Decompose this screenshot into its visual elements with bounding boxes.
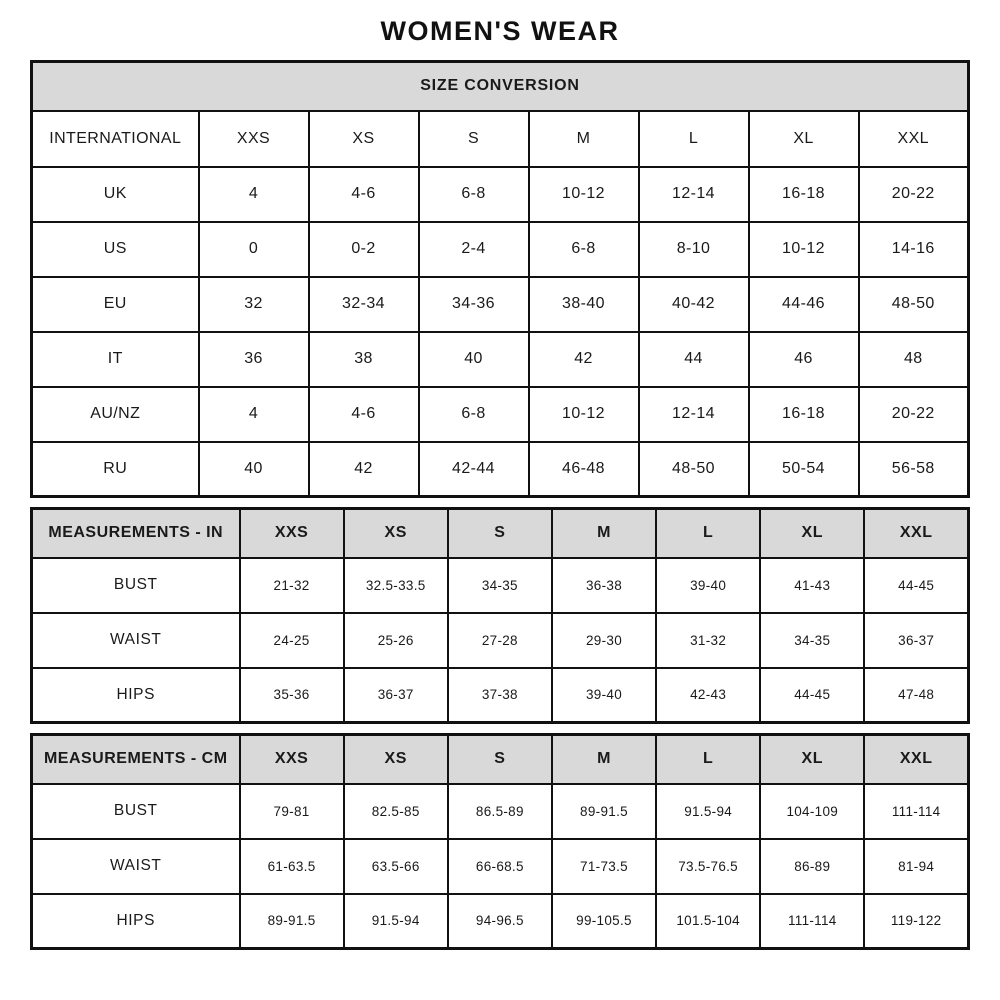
- value-cell: 56-58: [859, 442, 969, 497]
- value-cell: 0-2: [309, 222, 419, 277]
- value-cell: 47-48: [864, 668, 968, 723]
- column-header-s: S: [448, 509, 552, 558]
- table-row: [32, 332, 969, 387]
- value-cell: 44-45: [864, 558, 968, 613]
- value-cell: 21-32: [240, 558, 344, 613]
- value-cell: 34-35: [448, 558, 552, 613]
- value-cell: 44: [639, 332, 749, 387]
- value-cell: 6-8: [419, 167, 529, 222]
- value-cell: 37-38: [448, 668, 552, 723]
- column-header-l: L: [639, 111, 749, 167]
- row-label: UK: [32, 167, 199, 222]
- table-row: [32, 894, 969, 949]
- value-cell: 89-91.5: [552, 784, 656, 839]
- value-cell: 12-14: [639, 167, 749, 222]
- value-cell: 41-43: [760, 558, 864, 613]
- value-cell: 6-8: [529, 222, 639, 277]
- value-cell: 82.5-85: [344, 784, 448, 839]
- value-cell: 79-81: [240, 784, 344, 839]
- value-cell: 50-54: [749, 442, 859, 497]
- table-row: [32, 387, 969, 442]
- column-header-xxl: XXL: [864, 509, 968, 558]
- value-cell: 40: [419, 332, 529, 387]
- value-cell: 16-18: [749, 387, 859, 442]
- value-cell: 86.5-89: [448, 784, 552, 839]
- value-cell: 94-96.5: [448, 894, 552, 949]
- value-cell: 29-30: [552, 613, 656, 668]
- row-label: HIPS: [32, 668, 240, 723]
- value-cell: 42: [309, 442, 419, 497]
- value-cell: 111-114: [864, 784, 968, 839]
- value-cell: 61-63.5: [240, 839, 344, 894]
- column-header-s: S: [419, 111, 529, 167]
- page-title: WOMEN'S WEAR: [380, 16, 620, 46]
- column-header-xl: XL: [760, 735, 864, 784]
- value-cell: 10-12: [529, 167, 639, 222]
- value-cell: 14-16: [859, 222, 969, 277]
- column-header-l: L: [656, 509, 760, 558]
- value-cell: 63.5-66: [344, 839, 448, 894]
- row-label: IT: [32, 332, 199, 387]
- measurements-in-table: [30, 507, 970, 724]
- value-cell: 46-48: [529, 442, 639, 497]
- column-header-l: L: [656, 735, 760, 784]
- column-header-xs: XS: [309, 111, 419, 167]
- table-row: [32, 784, 969, 839]
- value-cell: 6-8: [419, 387, 529, 442]
- table-row: [32, 613, 969, 668]
- value-cell: 20-22: [859, 387, 969, 442]
- value-cell: 42-43: [656, 668, 760, 723]
- row-label: BUST: [32, 558, 240, 613]
- column-header-m: M: [529, 111, 639, 167]
- column-header-s: S: [448, 735, 552, 784]
- value-cell: 36-38: [552, 558, 656, 613]
- size-conversion-title: SIZE CONVERSION: [32, 62, 969, 111]
- value-cell: 10-12: [529, 387, 639, 442]
- value-cell: 44-46: [749, 277, 859, 332]
- column-header-xs: XS: [344, 509, 448, 558]
- value-cell: 39-40: [552, 668, 656, 723]
- value-cell: 40-42: [639, 277, 749, 332]
- column-header-xxs: XXS: [199, 111, 309, 167]
- row-label: BUST: [32, 784, 240, 839]
- value-cell: 42: [529, 332, 639, 387]
- value-cell: 0: [199, 222, 309, 277]
- value-cell: 4-6: [309, 387, 419, 442]
- value-cell: 12-14: [639, 387, 749, 442]
- value-cell: 34-35: [760, 613, 864, 668]
- value-cell: 4-6: [309, 167, 419, 222]
- table-row: [32, 839, 969, 894]
- column-header-xl: XL: [760, 509, 864, 558]
- value-cell: 44-45: [760, 668, 864, 723]
- value-cell: 73.5-76.5: [656, 839, 760, 894]
- value-cell: 91.5-94: [656, 784, 760, 839]
- table-row: [32, 558, 969, 613]
- row-label: WAIST: [32, 613, 240, 668]
- measurements-cm-title: MEASUREMENTS - CM: [32, 735, 240, 784]
- row-label: WAIST: [32, 839, 240, 894]
- value-cell: 2-4: [419, 222, 529, 277]
- value-cell: 89-91.5: [240, 894, 344, 949]
- value-cell: 25-26: [344, 613, 448, 668]
- value-cell: 39-40: [656, 558, 760, 613]
- row-label: HIPS: [32, 894, 240, 949]
- value-cell: 36: [199, 332, 309, 387]
- value-cell: 31-32: [656, 613, 760, 668]
- value-cell: 46: [749, 332, 859, 387]
- table-row: [32, 222, 969, 277]
- value-cell: 8-10: [639, 222, 749, 277]
- value-cell: 32-34: [309, 277, 419, 332]
- value-cell: 111-114: [760, 894, 864, 949]
- table-row: [32, 668, 969, 723]
- value-cell: 99-105.5: [552, 894, 656, 949]
- table-row: [32, 277, 969, 332]
- value-cell: 36-37: [344, 668, 448, 723]
- value-cell: 119-122: [864, 894, 968, 949]
- value-cell: 48: [859, 332, 969, 387]
- measurements-in-title: MEASUREMENTS - IN: [32, 509, 240, 558]
- value-cell: 4: [199, 387, 309, 442]
- column-header-xxl: XXL: [864, 735, 968, 784]
- value-cell: 86-89: [760, 839, 864, 894]
- column-header-m: M: [552, 735, 656, 784]
- value-cell: 34-36: [419, 277, 529, 332]
- value-cell: 4: [199, 167, 309, 222]
- value-cell: 48-50: [859, 277, 969, 332]
- value-cell: 101.5-104: [656, 894, 760, 949]
- row-label: AU/NZ: [32, 387, 199, 442]
- column-header-xxs: XXS: [240, 735, 344, 784]
- column-header-xxl: XXL: [859, 111, 969, 167]
- size-conversion-header-row: [32, 111, 969, 167]
- table-row: [32, 442, 969, 497]
- measurements-in-header-row: [32, 509, 969, 558]
- value-cell: 40: [199, 442, 309, 497]
- column-header-xl: XL: [749, 111, 859, 167]
- value-cell: 71-73.5: [552, 839, 656, 894]
- table-row: [32, 167, 969, 222]
- value-cell: 38-40: [529, 277, 639, 332]
- column-header-international: INTERNATIONAL: [32, 111, 199, 167]
- value-cell: 91.5-94: [344, 894, 448, 949]
- row-label: RU: [32, 442, 199, 497]
- size-conversion-banner-row: [32, 62, 969, 111]
- value-cell: 104-109: [760, 784, 864, 839]
- column-header-xs: XS: [344, 735, 448, 784]
- value-cell: 27-28: [448, 613, 552, 668]
- value-cell: 38: [309, 332, 419, 387]
- value-cell: 66-68.5: [448, 839, 552, 894]
- column-header-m: M: [552, 509, 656, 558]
- value-cell: 20-22: [859, 167, 969, 222]
- value-cell: 32: [199, 277, 309, 332]
- value-cell: 48-50: [639, 442, 749, 497]
- row-label: EU: [32, 277, 199, 332]
- row-label: US: [32, 222, 199, 277]
- value-cell: 42-44: [419, 442, 529, 497]
- value-cell: 81-94: [864, 839, 968, 894]
- value-cell: 35-36: [240, 668, 344, 723]
- column-header-xxs: XXS: [240, 509, 344, 558]
- value-cell: 32.5-33.5: [344, 558, 448, 613]
- measurements-cm-header-row: [32, 735, 969, 784]
- value-cell: 10-12: [749, 222, 859, 277]
- value-cell: 16-18: [749, 167, 859, 222]
- size-conversion-table: [30, 60, 970, 498]
- measurements-cm-table: [30, 733, 970, 950]
- value-cell: 36-37: [864, 613, 968, 668]
- value-cell: 24-25: [240, 613, 344, 668]
